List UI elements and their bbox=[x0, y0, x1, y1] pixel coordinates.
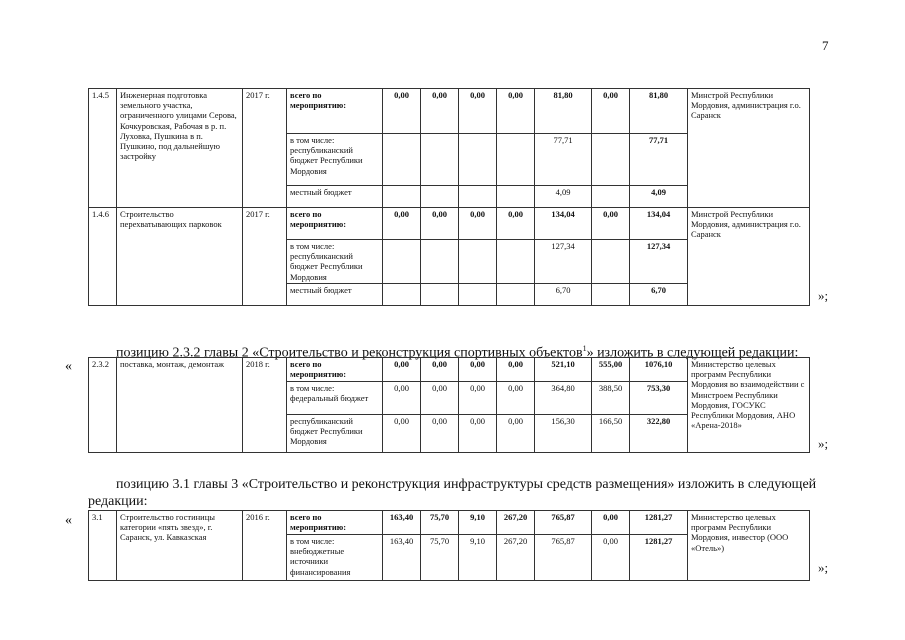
amount-cell: 127,34 bbox=[630, 240, 688, 284]
executor: Министерство целевых программ Республики Мордовия, инвестор (ООО «Отель») bbox=[688, 511, 810, 581]
amount-cell: 0,00 bbox=[459, 89, 497, 134]
amount-cell bbox=[421, 240, 459, 284]
item-year: 2016 г. bbox=[243, 511, 287, 581]
amount-cell: 134,04 bbox=[630, 208, 688, 240]
amount-cell bbox=[383, 284, 421, 306]
amount-cell: 0,00 bbox=[383, 382, 421, 415]
amount-cell: 9,10 bbox=[459, 511, 497, 535]
amount-cell: 75,70 bbox=[421, 535, 459, 581]
amount-cell: 322,80 bbox=[630, 415, 688, 453]
amount-cell: 0,00 bbox=[592, 208, 630, 240]
amount-cell bbox=[383, 240, 421, 284]
budget-table-2 bbox=[88, 357, 810, 453]
opening-quote-2: « bbox=[65, 359, 72, 374]
item-code: 3.1 bbox=[89, 511, 117, 581]
amount-cell: 0,00 bbox=[383, 89, 421, 134]
amount-cell bbox=[421, 186, 459, 208]
amount-cell: 75,70 bbox=[421, 511, 459, 535]
amount-cell bbox=[592, 240, 630, 284]
item-code: 1.4.6 bbox=[89, 208, 117, 306]
funding-source-label: в том числе: республиканский бюджет Республики Мордовия bbox=[287, 240, 383, 284]
amount-cell: 0,00 bbox=[592, 89, 630, 134]
amount-cell: 166,50 bbox=[592, 415, 630, 453]
amount-cell: 765,87 bbox=[535, 511, 592, 535]
amount-cell: 1281,27 bbox=[630, 535, 688, 581]
item-year: 2017 г. bbox=[243, 208, 287, 306]
amount-cell bbox=[421, 284, 459, 306]
amount-cell: 0,00 bbox=[421, 208, 459, 240]
item-name: Строительство перехватывающих парковок bbox=[117, 208, 243, 306]
table-row bbox=[89, 89, 810, 134]
amount-cell: 156,30 bbox=[535, 415, 592, 453]
item-code: 1.4.5 bbox=[89, 89, 117, 208]
amount-cell: 388,50 bbox=[592, 382, 630, 415]
item-name: Инженерная подготовка земельного участка, ограниченного улицами Серова, Кочкуровская, Рабочая в р. п. Луховка, Пушкина в п. Пушкино, под дальнейшую застройку bbox=[117, 89, 243, 208]
amount-cell: 1281,27 bbox=[630, 511, 688, 535]
amount-cell: 77,71 bbox=[630, 134, 688, 186]
executor: Минстрой Республики Мордовия, администрация г.о. Саранск bbox=[688, 208, 810, 306]
amount-cell bbox=[383, 134, 421, 186]
opening-quote-3: « bbox=[65, 513, 72, 528]
budget-table-3 bbox=[88, 510, 810, 581]
amount-cell: 555,00 bbox=[592, 358, 630, 382]
amount-cell: 0,00 bbox=[592, 511, 630, 535]
table-row bbox=[89, 358, 810, 382]
closing-quote-2: »; bbox=[818, 436, 829, 451]
funding-source-label: в том числе: республиканский бюджет Республики Мордовия bbox=[287, 134, 383, 186]
amount-cell: 765,87 bbox=[535, 535, 592, 581]
amount-cell: 6,70 bbox=[535, 284, 592, 306]
executor: Минстрой Республики Мордовия, администрация г.о. Саранск bbox=[688, 89, 810, 208]
funding-source-label: республиканский бюджет Республики Мордовия bbox=[287, 415, 383, 453]
executor: Министерство целевых программ Республики Мордовия во взаимодействии с Минстроем Республики Мордовия, ГОСУКС Республики Мордовия, АНО «Арена-2018» bbox=[688, 358, 810, 453]
budget-table-1 bbox=[88, 88, 810, 306]
amount-cell: 0,00 bbox=[459, 382, 497, 415]
amount-cell: 4,09 bbox=[535, 186, 592, 208]
amount-cell bbox=[497, 134, 535, 186]
amount-cell bbox=[497, 284, 535, 306]
paragraph-section-2-3-2: позицию 2.3.2 главы 2 «Строительство и реконструкция спортивных объектов$^1$» изложить в следующей редакции: bbox=[116, 344, 799, 361]
item-year: 2017 г. bbox=[243, 89, 287, 208]
amount-cell: 267,20 bbox=[497, 511, 535, 535]
amount-cell: 81,80 bbox=[535, 89, 592, 134]
page-number: 7 bbox=[822, 38, 829, 53]
funding-source-label: в том числе: внебюджетные источники финансирования bbox=[287, 535, 383, 581]
amount-cell: 0,00 bbox=[383, 208, 421, 240]
item-code: 2.3.2 bbox=[89, 358, 117, 453]
closing-quote-3: »; bbox=[818, 560, 829, 575]
amount-cell: 134,04 bbox=[535, 208, 592, 240]
amount-cell: 364,80 bbox=[535, 382, 592, 415]
amount-cell: 0,00 bbox=[459, 415, 497, 453]
amount-cell bbox=[592, 186, 630, 208]
funding-source-label: местный бюджет bbox=[287, 186, 383, 208]
amount-cell: 0,00 bbox=[459, 208, 497, 240]
amount-cell bbox=[459, 284, 497, 306]
amount-cell: 521,10 bbox=[535, 358, 592, 382]
closing-quote-1: »; bbox=[818, 288, 829, 303]
item-year: 2018 г. bbox=[243, 358, 287, 453]
amount-cell: 6,70 bbox=[630, 284, 688, 306]
funding-source-label: местный бюджет bbox=[287, 284, 383, 306]
amount-cell: 0,00 bbox=[497, 382, 535, 415]
amount-cell: 0,00 bbox=[383, 415, 421, 453]
amount-cell bbox=[497, 240, 535, 284]
amount-cell: 1076,10 bbox=[630, 358, 688, 382]
amount-cell: 163,40 bbox=[383, 511, 421, 535]
amount-cell: 0,00 bbox=[421, 358, 459, 382]
amount-cell: 0,00 bbox=[497, 89, 535, 134]
amount-cell: 81,80 bbox=[630, 89, 688, 134]
amount-cell: 0,00 bbox=[592, 535, 630, 581]
table-row bbox=[89, 511, 810, 535]
funding-source-label: всего по мероприятию: bbox=[287, 358, 383, 382]
amount-cell: 0,00 bbox=[383, 358, 421, 382]
amount-cell bbox=[459, 240, 497, 284]
amount-cell: 4,09 bbox=[630, 186, 688, 208]
amount-cell bbox=[592, 284, 630, 306]
amount-cell: 0,00 bbox=[421, 382, 459, 415]
amount-cell: 753,30 bbox=[630, 382, 688, 415]
amount-cell bbox=[497, 186, 535, 208]
amount-cell bbox=[459, 134, 497, 186]
funding-source-label: в том числе: федеральный бюджет bbox=[287, 382, 383, 415]
funding-source-label: всего по мероприятию: bbox=[287, 89, 383, 134]
item-name: поставка, монтаж, демонтаж bbox=[117, 358, 243, 453]
amount-cell bbox=[459, 186, 497, 208]
funding-source-label: всего по мероприятию: bbox=[287, 208, 383, 240]
paragraph-section-3-1: позицию 3.1 главы 3 «Строительство и реконструкция инфраструктуры средств размещения» изложить в следующей редакции: bbox=[88, 477, 817, 509]
amount-cell: 0,00 bbox=[421, 89, 459, 134]
amount-cell: 0,00 bbox=[421, 415, 459, 453]
funding-source-label: всего по мероприятию: bbox=[287, 511, 383, 535]
amount-cell: 9,10 bbox=[459, 535, 497, 581]
amount-cell bbox=[383, 186, 421, 208]
table-row bbox=[89, 208, 810, 240]
item-name: Строительство гостиницы категории «пять звезд», г. Саранск, ул. Кавказская bbox=[117, 511, 243, 581]
amount-cell: 163,40 bbox=[383, 535, 421, 581]
amount-cell: 0,00 bbox=[497, 208, 535, 240]
amount-cell: 0,00 bbox=[459, 358, 497, 382]
amount-cell: 267,20 bbox=[497, 535, 535, 581]
amount-cell: 0,00 bbox=[497, 415, 535, 453]
amount-cell bbox=[421, 134, 459, 186]
amount-cell bbox=[592, 134, 630, 186]
amount-cell: 0,00 bbox=[497, 358, 535, 382]
amount-cell: 77,71 bbox=[535, 134, 592, 186]
amount-cell: 127,34 bbox=[535, 240, 592, 284]
